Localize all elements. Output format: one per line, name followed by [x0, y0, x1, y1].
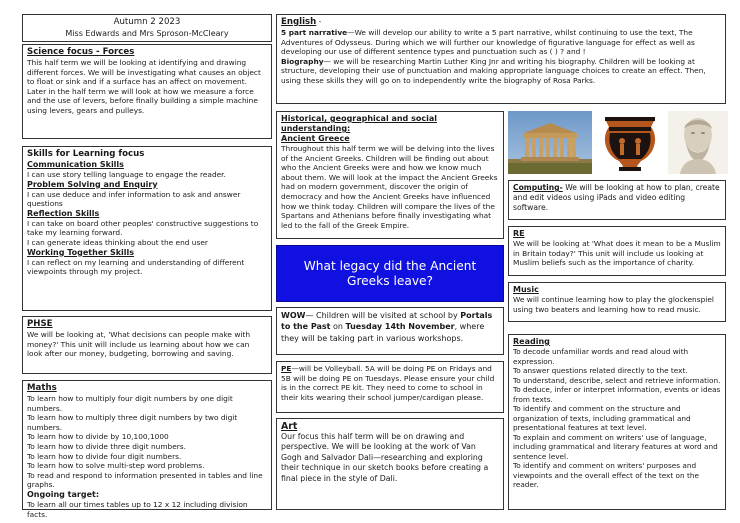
- reading-line: To answer questions related directly to the text.: [513, 366, 688, 375]
- pe-body: —will be Volleyball. 5A will be doing PE on Fridays and 5B will be doing PE on Tuesdays. Please ensure your child is in the correct PE kit. They need to come to school in their kits wearing their school jumper/cardigan please.: [281, 364, 495, 402]
- wow-mid: on: [330, 322, 346, 332]
- skill-reflection-text-2: I can generate ideas thinking about the end user: [27, 237, 208, 247]
- re-heading: RE: [513, 229, 525, 238]
- biography-label: Biography: [281, 56, 324, 66]
- narrative-body: —We will develop our ability to write a 5 part narrative, whilst continuing to use the text, The Adventures of Odysseus. During which we will further our knowledge of figurative language for effect as well as developing our use of different sentence types and punctuation such as ( ) ? and !: [281, 28, 695, 57]
- reading-line: To deduce, infer or interpret information, events or ideas from texts.: [513, 385, 721, 404]
- maths-line: To learn how to solve multi-step word problems.: [27, 461, 205, 471]
- english-heading: English: [281, 17, 317, 27]
- skill-communication-title: Communication Skills: [27, 160, 124, 169]
- history-subheading: Ancient Greece: [281, 134, 350, 143]
- maths-box: [22, 380, 272, 519]
- art-box: [276, 418, 504, 510]
- wow-date: Tuesday 14th November: [345, 322, 455, 332]
- maths-line: To learn how to divide by 10,100,1000: [27, 432, 169, 442]
- reading-heading: Reading: [513, 337, 550, 346]
- biography-body: — we will be researching Martin Luther King Jnr and writing his biography. Children will be looking at structure, developing their use of punctuation and making appropriate language choices to create an effect. Then, using these skills they will go on to independently write the biography of Rosa Parks.: [281, 56, 706, 85]
- music-heading: Music: [513, 285, 539, 294]
- narrative-label: 5 part narrative: [281, 28, 348, 37]
- maths-line: To learn how to divide three digit numbers.: [27, 441, 187, 451]
- pe-label: PE: [281, 364, 292, 373]
- skill-working-together-text: I can reflect on my learning and understanding of different viewpoints through my project.: [27, 257, 245, 277]
- maths-ongoing-heading: Ongoing target:: [27, 489, 100, 499]
- history-body: Throughout this half term we will be delving into the lives of the Ancient Greeks. Children will be finding out about who the Ancient Greeks were and how we know much about them. We will look at the impact the Ancient Greeks had on modern government, discover the origin of democracy and how the Ancient Greeks have influenced how we think today. Children will compare the lives of the Spartans and Athenians before finally investigating what led to the fall of the Greek Empire.: [281, 144, 498, 230]
- maths-line: To learn how to divide four digit numbers.: [27, 451, 182, 461]
- greek-temple-photo: [508, 111, 592, 174]
- art-heading: Art: [281, 421, 298, 432]
- header-box: [22, 14, 272, 42]
- maths-line: To learn how to multiply three digit numbers by two digit numbers.: [27, 413, 238, 432]
- skill-problem-solving-text: I can use deduce and infer information to ask and answer questions: [27, 189, 241, 209]
- legacy-question-text: What legacy did the Ancient Greeks leave?: [303, 258, 477, 288]
- skill-problem-solving-title: Problem Solving and Enquiry: [27, 179, 158, 189]
- legacy-question-banner: [276, 245, 504, 302]
- reading-line: To explain and comment on writers' use of language, including grammatical and literary features at word and sentence level.: [513, 432, 718, 461]
- music-body: We will continue learning how to play the glockenspiel using two beaters and learning how to read music.: [513, 295, 714, 314]
- english-heading-dash: -: [316, 17, 322, 26]
- skill-reflection-title: Reflection Skills: [27, 208, 100, 218]
- maths-line: To learn how to multiply four digit numbers by one digit numbers.: [27, 394, 233, 413]
- wow-event: Portals to the Past: [281, 311, 493, 332]
- re-body: We will be looking at 'What does it mean to be a Muslim in Britain today?' This unit will include us looking at Muslim beliefs such as the importance of charity.: [513, 239, 721, 268]
- reading-line: To identify and comment on the structure and organization of texts, including grammatical and presentational features at text level.: [513, 404, 691, 432]
- term-title: Autumn 2 2023: [113, 17, 181, 27]
- greek-bust-photo: [668, 111, 728, 174]
- computing-body: We will be looking at how to plan, create and edit videos using iPads and video editing software.: [513, 183, 720, 213]
- science-heading: Science focus - Forces: [27, 47, 135, 57]
- maths-heading: Maths: [27, 383, 57, 393]
- skills-box: [22, 146, 272, 311]
- wow-post: , where they will be taking part in various workshops.: [281, 322, 485, 343]
- skill-reflection-text-1: I can take on board other peoples' constructive suggestions to take my learning forward.: [27, 218, 259, 238]
- wow-pre: — Children will be visited at school by: [305, 311, 458, 320]
- history-box: [276, 111, 504, 239]
- pe-box: [276, 361, 504, 413]
- wow-box: [276, 307, 504, 355]
- teacher-names: Miss Edwards and Mrs Sproson-McCleary: [65, 29, 229, 38]
- science-body: This half term we will be looking at identifying and drawing different forces. We will be investigating what causes an object to float or sink and if a surface has an affect on movement. Later in the half term we will look at how we measure a force and the use of levers, before finally building a simple machine using levers, gears and pulleys.: [27, 58, 261, 115]
- english-box: [276, 14, 726, 104]
- art-body: Our focus this half term will be on drawing and perspective. We will be looking at the work of Van Gogh and Salvador Dali—researching and exploring their technique in our sketch books before creating a final piece in the style of Dali.: [281, 432, 489, 483]
- music-box: [508, 282, 726, 322]
- skills-heading: Skills for Learning focus: [27, 149, 145, 159]
- reading-line: To identify and comment on writers' purposes and viewpoints and the overall effect of the text on the reader.: [513, 461, 699, 489]
- science-box: [22, 44, 272, 139]
- reading-line: To decode unfamiliar words and read aloud with expression.: [513, 347, 689, 366]
- phse-box: [22, 316, 272, 374]
- computing-label: Computing-: [513, 183, 563, 192]
- maths-line: To read and respond to information presented in tables and line graphs.: [27, 470, 263, 490]
- history-heading: Historical, geographical and social understanding:: [281, 114, 437, 133]
- re-box: [508, 226, 726, 276]
- wow-label: WOW: [281, 311, 306, 320]
- phse-heading: PHSE: [27, 319, 53, 329]
- maths-ongoing-text: To learn all our times tables up to 12 x 12 including division facts.: [27, 499, 248, 519]
- skill-working-together-title: Working Together Skills: [27, 247, 135, 257]
- phse-body: We will be looking at, 'What decisions can people make with money?' This unit will include us learning about how we can look after our money, budgeting, borrowing and saving.: [27, 330, 251, 359]
- skill-communication-text: I can use story telling language to engage the reader.: [27, 170, 226, 179]
- reading-line: To understand, describe, select and retrieve information.: [513, 375, 721, 385]
- greek-vase-photo: [597, 111, 663, 174]
- computing-box: [508, 180, 726, 220]
- reading-box: [508, 334, 726, 510]
